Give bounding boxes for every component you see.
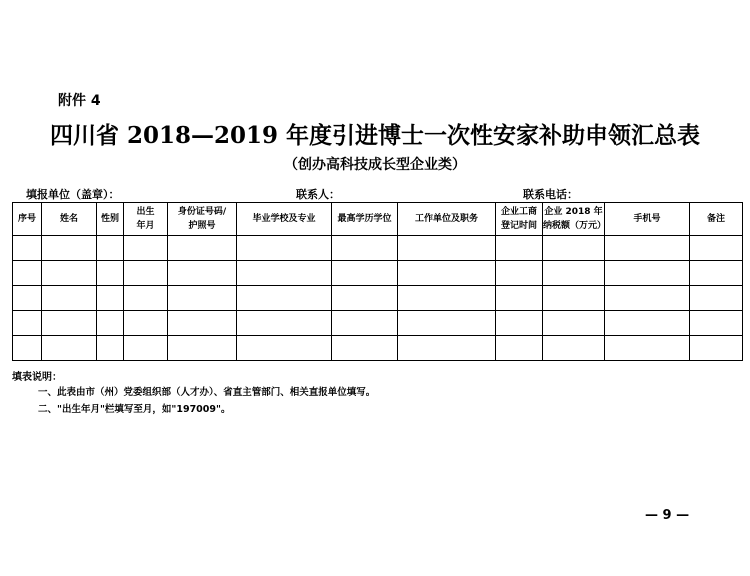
table-cell[interactable] (237, 336, 332, 361)
table-cell[interactable] (42, 336, 97, 361)
table-row (13, 261, 743, 286)
table-cell[interactable] (332, 261, 398, 286)
table-cell[interactable] (124, 261, 168, 286)
header-cell-degree: 最高学历学位 (332, 203, 398, 236)
table-cell[interactable] (398, 336, 496, 361)
table-cell[interactable] (690, 311, 743, 336)
table-cell[interactable] (398, 261, 496, 286)
table-cell[interactable] (496, 311, 543, 336)
table-cell[interactable] (42, 286, 97, 311)
header-cell-employer-position: 工作单位及职务 (398, 203, 496, 236)
attachment-label: 附件 4 (58, 93, 101, 109)
header-cell-remarks: 备注 (690, 203, 743, 236)
table-cell[interactable] (42, 311, 97, 336)
table-cell[interactable] (13, 311, 42, 336)
table-cell[interactable] (97, 236, 124, 261)
table-row (13, 336, 743, 361)
table-header-row (13, 203, 743, 236)
table-cell[interactable] (496, 261, 543, 286)
table-cell[interactable] (543, 311, 605, 336)
table-cell[interactable] (42, 261, 97, 286)
table-cell[interactable] (496, 336, 543, 361)
table-cell[interactable] (605, 261, 690, 286)
table-cell[interactable] (168, 336, 237, 361)
header-cell-name: 姓名 (42, 203, 97, 236)
table-row (13, 286, 743, 311)
table-cell[interactable] (168, 261, 237, 286)
fill-in-contact-label: 联系人： (296, 188, 340, 201)
table-cell[interactable] (543, 286, 605, 311)
table-cell[interactable] (97, 261, 124, 286)
table-cell[interactable] (398, 286, 496, 311)
table-cell[interactable] (124, 286, 168, 311)
table-cell[interactable] (97, 311, 124, 336)
table-cell[interactable] (605, 311, 690, 336)
table-cell[interactable] (690, 261, 743, 286)
table-cell[interactable] (690, 336, 743, 361)
table-cell[interactable] (42, 236, 97, 261)
note-item: 一、此表由市（州）党委组织部（人才办）、省直主管部门、相关直报单位填写。 (38, 387, 376, 398)
table-cell[interactable] (124, 336, 168, 361)
table-cell[interactable] (168, 286, 237, 311)
header-cell-school-major: 毕业学校及专业 (237, 203, 332, 236)
table-cell[interactable] (237, 236, 332, 261)
table-row (13, 311, 743, 336)
header-cell-tax-amount: 企业 2018 年 纳税额（万元） (543, 203, 605, 236)
table-cell[interactable] (332, 336, 398, 361)
table-cell[interactable] (97, 286, 124, 311)
table-cell[interactable] (13, 336, 42, 361)
table-cell[interactable] (543, 261, 605, 286)
table-cell[interactable] (332, 311, 398, 336)
table-body (13, 236, 743, 361)
table-cell[interactable] (690, 286, 743, 311)
table-cell[interactable] (605, 336, 690, 361)
table-cell[interactable] (332, 286, 398, 311)
table-cell[interactable] (13, 261, 42, 286)
table-cell[interactable] (237, 261, 332, 286)
header-cell-gender: 性别 (97, 203, 124, 236)
table-row (13, 236, 743, 261)
table-cell[interactable] (690, 236, 743, 261)
table-cell[interactable] (496, 286, 543, 311)
header-cell-mobile: 手机号 (605, 203, 690, 236)
table-cell[interactable] (97, 336, 124, 361)
table-cell[interactable] (237, 286, 332, 311)
page-title: 四川省 2018—2019 年度引进博士一次性安家补助申领汇总表 (49, 122, 701, 149)
table-cell[interactable] (124, 311, 168, 336)
table-cell[interactable] (168, 311, 237, 336)
table-cell[interactable] (605, 236, 690, 261)
table-cell[interactable] (543, 336, 605, 361)
notes-heading: 填表说明： (12, 372, 62, 383)
table-cell[interactable] (237, 311, 332, 336)
table-cell[interactable] (543, 236, 605, 261)
table-cell[interactable] (605, 286, 690, 311)
table-cell[interactable] (124, 236, 168, 261)
page-subtitle: （创办高科技成长型企业类） (284, 157, 466, 173)
table-cell[interactable] (168, 236, 237, 261)
table-cell[interactable] (332, 236, 398, 261)
table-cell[interactable] (398, 311, 496, 336)
summary-table (12, 202, 743, 361)
fill-in-unit-label: 填报单位（盖章）： (26, 188, 120, 201)
header-cell-index: 序号 (13, 203, 42, 236)
header-cell-birth: 出生 年月 (124, 203, 168, 236)
page-number: — 9 — (645, 508, 690, 523)
header-cell-registration-time: 企业工商 登记时间 (496, 203, 543, 236)
table-cell[interactable] (398, 236, 496, 261)
fill-in-phone-label: 联系电话： (523, 188, 578, 201)
header-cell-id-number: 身份证号码/ 护照号 (168, 203, 237, 236)
note-item: 二、"出生年月"栏填写至月，如"197009"。 (38, 404, 231, 415)
table-cell[interactable] (13, 236, 42, 261)
table-cell[interactable] (13, 286, 42, 311)
table-cell[interactable] (496, 236, 543, 261)
